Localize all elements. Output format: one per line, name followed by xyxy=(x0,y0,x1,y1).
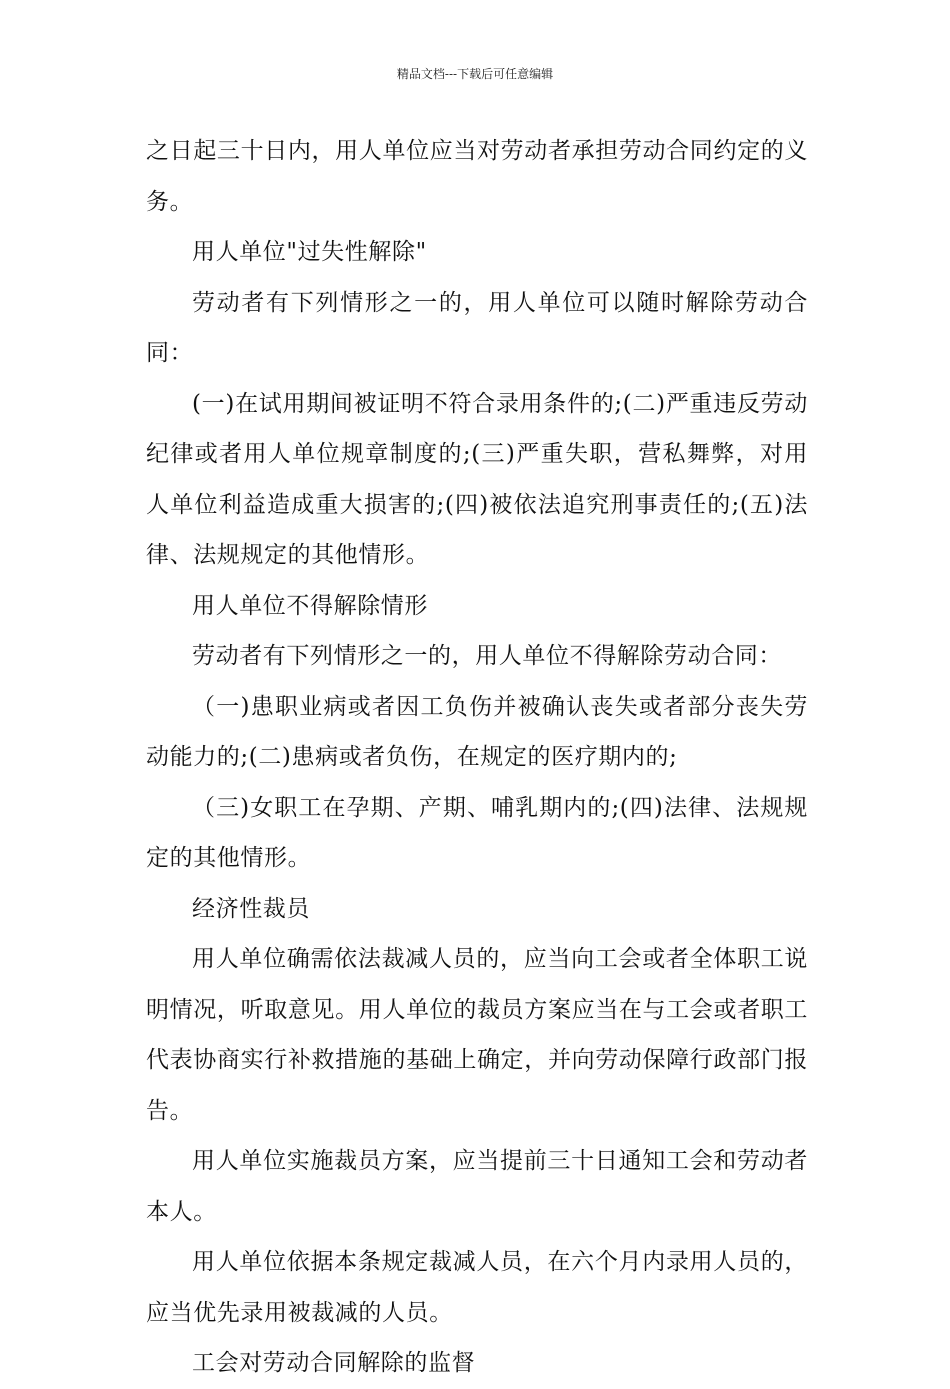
paragraph: 劳动者有下列情形之一的，用人单位不得解除劳动合同： xyxy=(192,643,782,669)
paragraph: 之日起三十日内，用人单位应当对劳动者承担劳动合同约定的义务。 xyxy=(146,138,808,215)
document-body xyxy=(146,126,808,1389)
paragraph: 劳动者有下列情形之一的，用人单位可以随时解除劳动合同： xyxy=(146,289,808,366)
section-heading: 用人单位"过失性解除" xyxy=(192,239,427,265)
page-header: 精品文档---下载后可任意编辑 xyxy=(396,67,554,81)
paragraph: 用人单位确需依法裁减人员的，应当向工会或者全体职工说明情况，听取意见。用人单位的裁员方案应当在与工会或者职工代表协商实行补救措施的基础上确定，并向劳动保障行政部门报告。 xyxy=(146,946,808,1124)
paragraph: （一)患职业病或者因工负伤并被确认丧失或者部分丧失劳动能力的;(二)患病或者负伤，在规定的医疗期内的; xyxy=(146,693,808,770)
paragraph: (一)在试用期间被证明不符合录用条件的;(二)严重违反劳动纪律或者用人单位规章制度的;(三)严重失职，营私舞弊，对用人单位利益造成重大损害的;(四)被依法追究刑事责任的;(五)法律、法规规定的其他情形。 xyxy=(146,390,808,568)
section-heading: 经济性裁员 xyxy=(192,895,310,922)
section-heading: 工会对劳动合同解除的监督 xyxy=(192,1350,476,1376)
section-heading: 用人单位不得解除情形 xyxy=(192,592,428,619)
paragraph: （三)女职工在孕期、产期、哺乳期内的;(四)法律、法规规定的其他情形。 xyxy=(146,794,808,871)
paragraph: 用人单位依据本条规定裁减人员，在六个月内录用人员的，应当优先录用被裁减的人员。 xyxy=(146,1249,808,1326)
paragraph: 用人单位实施裁员方案，应当提前三十日通知工会和劳动者本人。 xyxy=(146,1148,808,1225)
